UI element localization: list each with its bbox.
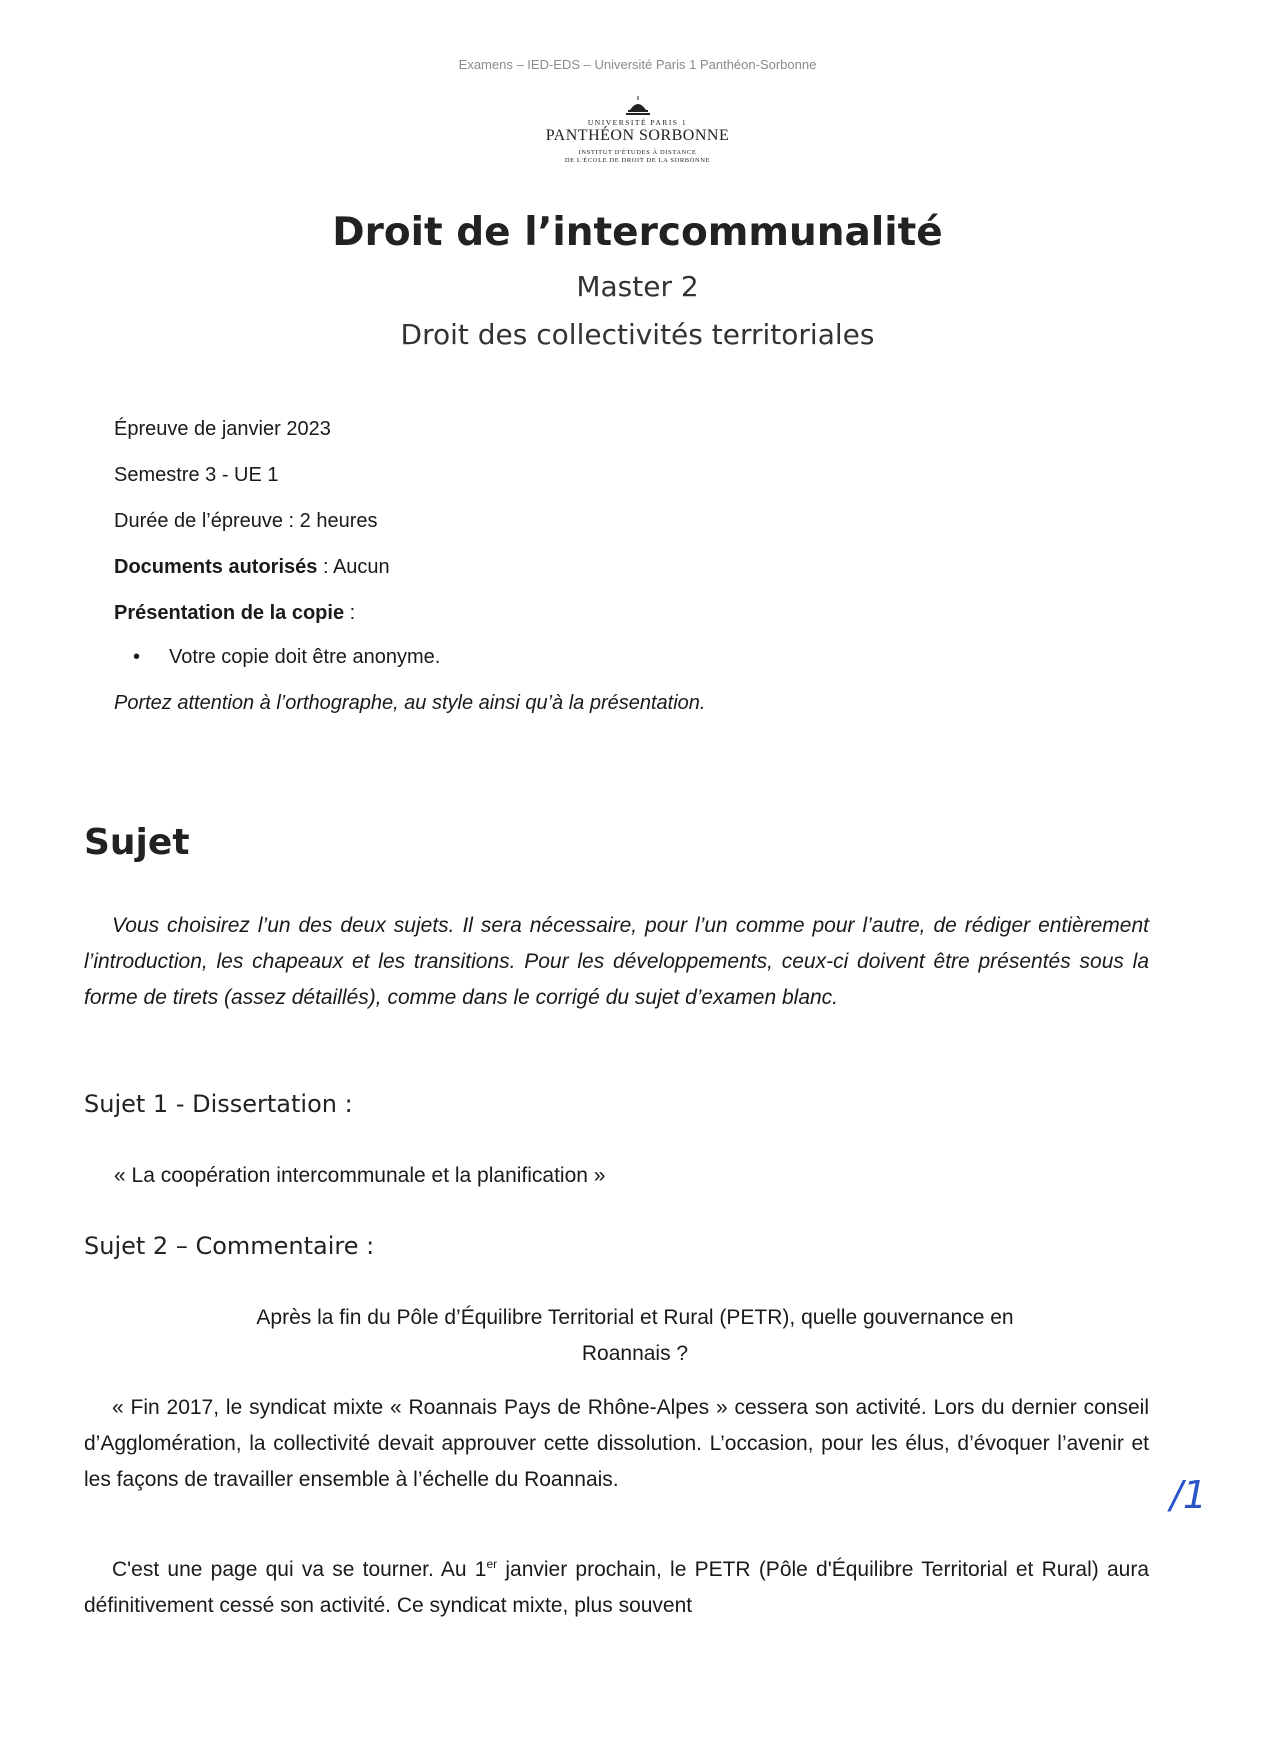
exam-presentation xyxy=(114,602,355,625)
university-logo xyxy=(0,96,1275,165)
presentation-bullet xyxy=(133,646,440,669)
para2-start: C'est une page qui va se tourner. Au 1 xyxy=(112,1558,487,1581)
sujet1-heading: Sujet 1 - Dissertation : xyxy=(84,1090,353,1118)
documents-label: Documents autorisés xyxy=(114,556,318,578)
logo-institute-line1: INSTITUT D'ÉTUDES À DISTANCE xyxy=(578,149,697,156)
logo-name: PANTHÉON SORBONNE xyxy=(545,127,730,144)
document-subtitle-program: Droit des collectivités territoriales xyxy=(400,318,875,351)
para2-superscript: er xyxy=(486,1557,498,1571)
article-paragraph-2 xyxy=(84,1552,1149,1624)
logo-university-line: UNIVERSITÉ PARIS 1 xyxy=(587,118,688,127)
documents-value: : Aucun xyxy=(317,556,390,578)
article-title xyxy=(130,1300,1140,1372)
article-paragraph-1: « Fin 2017, le syndicat mixte « Roannais Pays de Rhône-Alpes » cessera son activité. Lors du dernier conseil d’Agglomération, la collectivité devait approuver cette dissolution. L’occasion, pour les élus, d’évoquer l’avenir et les façons de travailler ensemble à l’échelle du Roannais. xyxy=(84,1396,1149,1491)
article-title-line2: Roannais ? xyxy=(581,1342,689,1365)
presentation-note: Portez attention à l’orthographe, au style ainsi qu’à la présentation. xyxy=(114,692,706,714)
handwritten-margin-mark: /1 xyxy=(1170,1473,1207,1517)
para2-end: janvier prochain, le PETR (Pôle d'Équilibre Territorial et Rural) aura définitivement cessé son activité. Ce syndicat mixte, plus souvent xyxy=(84,1558,1150,1617)
sujet2-heading: Sujet 2 – Commentaire : xyxy=(84,1232,375,1260)
exam-semester: Semestre 3 - UE 1 xyxy=(114,464,279,486)
presentation-label: Présentation de la copie xyxy=(114,602,345,624)
exam-date: Épreuve de janvier 2023 xyxy=(114,418,331,440)
bullet-text: Votre copie doit être anonyme. xyxy=(169,646,441,668)
exam-documents xyxy=(114,556,390,579)
pantheon-dome-icon xyxy=(623,96,653,118)
document-subtitle-level: Master 2 xyxy=(576,270,699,303)
instructions-paragraph: Vous choisirez l’un des deux sujets. Il sera nécessaire, pour l’un comme pour l’autre, de rédiger entièrement l’introduction, les chapeaux et les transitions. Pour les développements, ceux-ci doivent être présentés sous la forme de tirets (assez détaillés), comme dans le corrigé du sujet d’examen blanc. xyxy=(84,914,1149,1009)
bullet-icon: • xyxy=(133,646,141,668)
exam-duration: Durée de l’épreuve : 2 heures xyxy=(114,510,378,532)
exam-header-note: Examens – IED-EDS – Université Paris 1 Panthéon-Sorbonne xyxy=(458,57,817,72)
presentation-colon: : xyxy=(344,602,356,624)
document-title: Droit de l’intercommunalité xyxy=(332,210,943,255)
article-title-line1: Après la fin du Pôle d’Équilibre Territorial et Rural (PETR), quelle gouvernance en xyxy=(256,1306,1014,1329)
logo-institute-line2: DE L'ÉCOLE DE DROIT DE LA SORBONNE xyxy=(564,157,711,164)
sujet1-quote: « La coopération intercommunale et la planification » xyxy=(114,1164,606,1187)
sujet-heading: Sujet xyxy=(84,822,190,863)
